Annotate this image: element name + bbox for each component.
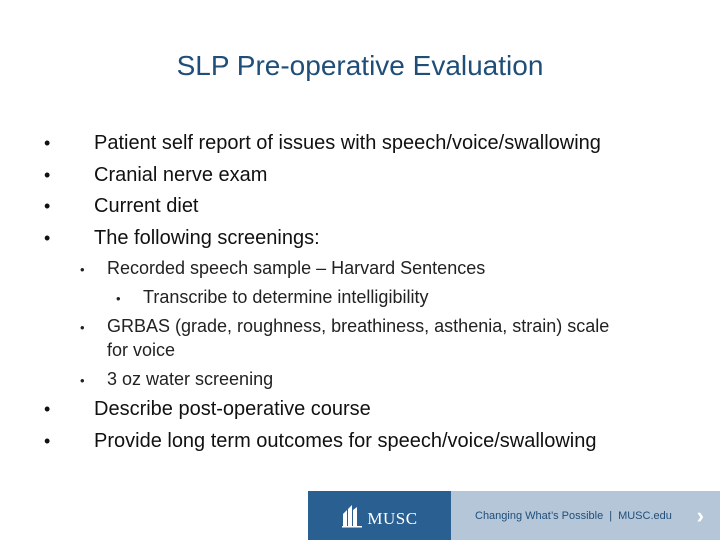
sub-bullet-item [80, 258, 485, 279]
bullet-text: Cranial nerve exam [94, 164, 268, 186]
bullet-text: Patient self report of issues with speech/voice/swallowing [94, 132, 601, 154]
sub-bullet-item [80, 369, 273, 390]
chevron-right-icon[interactable]: › [696, 503, 704, 528]
footer-banner [308, 491, 720, 540]
bullet-text: Describe post-operative course [94, 398, 371, 420]
sub-bullet-text: GRBAS (grade, roughness, breathiness, asthenia, strain) scale [107, 316, 610, 336]
logo-text: MUSC [367, 508, 418, 528]
sub-sub-bullet-text: Transcribe to determine intelligibility [143, 287, 429, 307]
site-link[interactable]: MUSC.edu [618, 509, 672, 522]
slide-title: SLP Pre-operative Evaluation [176, 50, 544, 81]
sub-sub-bullet-dot-icon: • [116, 291, 121, 306]
separator: | [609, 509, 613, 522]
bullet-item [44, 164, 267, 187]
bullet-dot-icon: • [44, 431, 51, 451]
sub-sub-bullet-item [116, 287, 428, 308]
bullet-item [44, 398, 371, 421]
sub-bullet-item [80, 316, 609, 337]
sub-bullet-dot-icon: • [80, 262, 85, 277]
sub-bullet-continuation [107, 340, 175, 361]
bullet-text: The following screenings: [94, 227, 320, 249]
sub-bullet-text: for voice [107, 340, 176, 360]
sub-bullet-text: Recorded speech sample – Harvard Sentences [107, 258, 486, 278]
bullet-dot-icon: • [44, 165, 51, 185]
bullet-dot-icon: • [44, 133, 51, 153]
building-icon [341, 504, 363, 528]
bullet-dot-icon: • [44, 399, 51, 419]
bullet-item [44, 132, 601, 155]
bullet-dot-icon: • [44, 228, 51, 248]
sub-bullet-dot-icon: • [80, 373, 85, 388]
bullet-item [44, 430, 596, 453]
sub-bullet-dot-icon: • [80, 320, 85, 335]
bullet-text: Provide long term outcomes for speech/voice/swallowing [94, 430, 597, 452]
bullet-item [44, 195, 199, 218]
sub-bullet-text: 3 oz water screening [107, 369, 274, 389]
bullet-text: Current diet [94, 195, 199, 217]
musc-logo[interactable] [308, 491, 451, 540]
bullet-item [44, 227, 320, 250]
bullet-dot-icon: • [44, 196, 51, 216]
tagline: Changing What’s Possible [475, 509, 604, 522]
tagline-bar[interactable] [451, 491, 720, 540]
